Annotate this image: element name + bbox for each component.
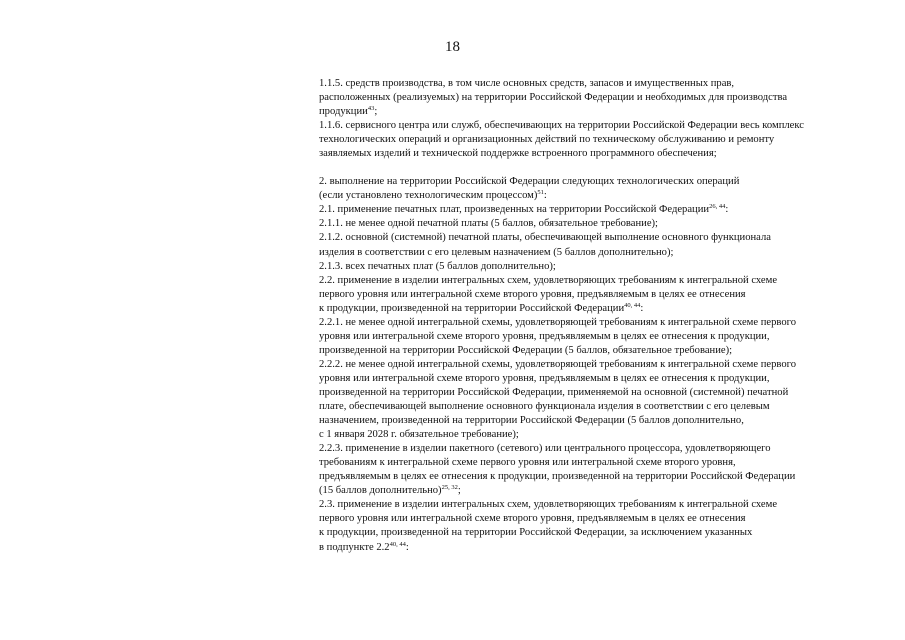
document-body xyxy=(319,77,879,555)
paragraph xyxy=(319,175,879,203)
footnote-reference: 51 xyxy=(537,189,544,197)
text-line xyxy=(319,231,879,245)
line-text: 2.2.2. не менее одной интегральной схемы, удовлетворяющей требованиям к интегральной схеме первого xyxy=(319,358,797,370)
line-punctuation: ; xyxy=(374,106,378,118)
line-punctuation: : xyxy=(725,204,729,216)
text-line xyxy=(319,400,879,414)
paragraph-gap xyxy=(319,161,879,175)
line-text: 2.2.3. применение в изделии пакетного (сетевого) или центрального процессора, удовлетворяющего xyxy=(319,443,771,455)
line-text: 2.3. применение в изделии интегральных схем, удовлетворяющих требованиям к интегральной схеме xyxy=(319,499,778,511)
line-text: 2.1. применение печатных плат, произведенных на территории Российской Федерации xyxy=(319,204,710,216)
paragraph xyxy=(319,260,879,274)
text-line xyxy=(319,288,879,302)
text-line xyxy=(319,77,879,91)
line-text: 2.2. применение в изделии интегральных схем, удовлетворяющих требованиям к интегральной схеме xyxy=(319,274,778,286)
paragraph xyxy=(319,316,879,358)
text-line xyxy=(319,456,879,470)
line-text: (15 баллов дополнительно) xyxy=(319,485,442,497)
text-line xyxy=(319,246,879,260)
text-line xyxy=(319,133,879,147)
line-text: требованиям к интегральной схеме первого уровня или интегральной схеме второго уровня, xyxy=(319,457,736,469)
line-text: 2. выполнение на территории Российской Федерации следующих технологических операций xyxy=(319,176,740,188)
line-text: расположенных (реализуемых) на территории Российской Федерации и необходимых для производства xyxy=(319,92,788,104)
text-line xyxy=(319,414,879,428)
text-line xyxy=(319,203,879,217)
text-line xyxy=(319,442,879,456)
line-text: произведенной на территории Российской Федерации (5 баллов, обязательное требование); xyxy=(319,344,733,356)
line-text: уровня или интегральной схеме второго уровня, предъявляемым в целях ее отнесения к продукции, xyxy=(319,330,770,342)
text-line xyxy=(319,175,879,189)
line-text: с 1 января 2028 г. обязательное требование); xyxy=(319,429,519,441)
paragraph xyxy=(319,274,879,316)
line-text: продукции xyxy=(319,106,368,118)
paragraph xyxy=(319,77,879,119)
line-text: (если установлено технологическим процессом) xyxy=(319,190,538,202)
paragraph xyxy=(319,217,879,231)
text-line xyxy=(319,541,879,555)
paragraph xyxy=(319,203,879,217)
line-text: 2.2.1. не менее одной интегральной схемы, удовлетворяющей требованиям к интегральной схеме первого xyxy=(319,316,797,328)
line-text: 2.1.2. основной (системной) печатной платы, обеспечивающей выполнение основного функционала xyxy=(319,232,771,244)
footnote-reference: 40, 44 xyxy=(624,301,641,309)
text-line xyxy=(319,274,879,288)
paragraph xyxy=(319,498,879,554)
line-text: первого уровня или интегральной схеме второго уровня, предъявляемым в целях ее отнесения xyxy=(319,513,746,525)
line-text: к продукции, произведенной на территории Российской Федерации xyxy=(319,302,625,314)
footnote-reference: 25, 32 xyxy=(441,484,458,492)
line-text: в подпункте 2.2 xyxy=(319,541,390,553)
footnote-reference: 26, 44 xyxy=(709,203,726,211)
footnote-reference: 40, 44 xyxy=(389,540,406,548)
paragraph xyxy=(319,442,879,498)
text-line xyxy=(319,316,879,330)
line-text: изделия в соответствии с его целевым назначением (5 баллов дополнительно); xyxy=(319,246,674,258)
text-line xyxy=(319,386,879,400)
line-punctuation: ; xyxy=(457,485,461,497)
paragraph xyxy=(319,119,879,161)
line-text: к продукции, произведенной на территории Российской Федерации, за исключением указанных xyxy=(319,527,753,539)
line-text: уровня или интегральной схеме второго уровня, предъявляемым в целях ее отнесения к продукции, xyxy=(319,372,770,384)
text-line xyxy=(319,189,879,203)
text-line xyxy=(319,105,879,119)
text-line xyxy=(319,217,879,231)
line-punctuation: : xyxy=(640,302,644,314)
text-line xyxy=(319,498,879,512)
text-line xyxy=(319,470,879,484)
text-line xyxy=(319,260,879,274)
text-line xyxy=(319,91,879,105)
line-text: 1.1.6. сервисного центра или служб, обеспечивающих на территории Российской Федерации весь комплекс xyxy=(319,120,804,132)
text-line xyxy=(319,484,879,498)
line-text: технологических операций и организационных действий по техническому обслуживанию и ремонту xyxy=(319,134,775,146)
text-line xyxy=(319,302,879,316)
line-text: 2.1.3. всех печатных плат (5 баллов дополнительно); xyxy=(319,260,556,272)
paragraph xyxy=(319,231,879,259)
line-punctuation: : xyxy=(405,541,409,553)
text-line xyxy=(319,372,879,386)
text-line xyxy=(319,512,879,526)
line-text: предъявляемым в целях ее отнесения к продукции, произведенной на территории Российской Федерации xyxy=(319,471,796,483)
line-text: плате, обеспечивающей выполнение основного функционала изделия в соответствии с его целевым xyxy=(319,401,770,413)
text-line xyxy=(319,330,879,344)
footnote-reference: 43 xyxy=(367,105,375,113)
text-line xyxy=(319,358,879,372)
text-line xyxy=(319,119,879,133)
text-line xyxy=(319,344,879,358)
text-line xyxy=(319,526,879,540)
paragraph xyxy=(319,358,879,442)
line-text: заявляемых изделий и технической поддержке встроенного программного обеспечения; xyxy=(319,148,717,160)
line-punctuation: : xyxy=(543,190,547,202)
line-text: назначением, произведенной на территории Российской Федерации (5 баллов дополнительно, xyxy=(319,415,744,427)
line-text: произведенной на территории Российской Федерации, применяемой на основной (системной) печатной xyxy=(319,386,789,398)
text-line xyxy=(319,147,879,161)
text-line xyxy=(319,428,879,442)
page-number: 18 xyxy=(445,39,460,55)
line-text: первого уровня или интегральной схеме второго уровня, предъявляемым в целях ее отнесения xyxy=(319,288,746,300)
line-text: 2.1.1. не менее одной печатной платы (5 баллов, обязательное требование); xyxy=(319,218,659,230)
line-text: 1.1.5. средств производства, в том числе основных средств, запасов и имущественных прав, xyxy=(319,78,735,89)
